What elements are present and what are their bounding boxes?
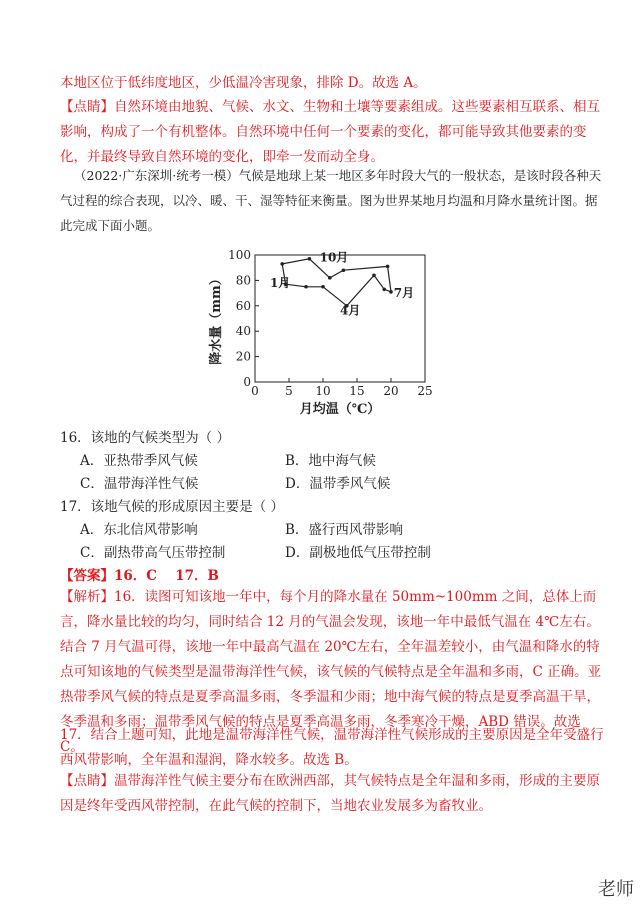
q16-stem: 16．该地的气候类型为（ ） — [60, 430, 230, 446]
q17-option-a[interactable]: A．东北信风带影响 — [80, 522, 198, 538]
question-stem: （2022·广东深圳·统考一模）气候是地球上某一地区多年时段大气的一般状态，是该时段各种天气过程的综合表现，以冷、暖、干、湿等特征来衡量。图为世界某地月均温和月降水量统计图。据此完成下面小题。 — [60, 168, 602, 233]
month-point-5 — [372, 274, 376, 278]
plot-frame — [255, 255, 425, 382]
y-tick-label-5: 100 — [228, 248, 251, 262]
analysis-17: 17．结合上题可知，此地是温带海洋性气候，温带海洋性气候形成的主要原因是全年受盛行西风带影响，全年温和湿润，降水较多。故选 B。 — [60, 727, 604, 768]
answer-text: 16．C 17．B — [114, 568, 219, 584]
intro-line: 本地区位于低纬度地区，少低温冷害现象，排除 D。故选 A。 — [60, 75, 427, 91]
y-axis-label: 降水量（mm） — [209, 272, 224, 365]
x-axis-label: 月均温（℃） — [299, 402, 381, 417]
month-point-7 — [389, 290, 393, 294]
chart-axes — [208, 248, 433, 417]
month-annotation-3: 10月 — [319, 250, 349, 265]
chart-marks — [270, 250, 414, 317]
answer-label: 【答案】 — [60, 568, 114, 584]
y-tick-label-0: 0 — [243, 375, 251, 389]
analysis-16: 【解析】16．读图可知该地一年中，每个月的降水量在 50mm~100mm 之间，总体上而言，降水量比较的均匀，同时结合 12 月的气温会发现，该地一年中最低气温在 4℃左右。结合 7 月气温可得，该地一年中最高气温在 20℃左右，全年温差较小，由气温和降水的特点可知该地的气候类型是温带海洋性气候，该气候的气候特点是全年温和多雨，C 正确。亚热带季风气候的特点是夏季高温多雨，冬季温和少雨；地中海气候的特点是夏季高温干旱，冬季温和多雨；温带季风气候的特点是夏季高温多雨，冬季寒冷干燥，ABD 错误。故选 C。 — [60, 589, 602, 755]
month-point-8 — [386, 265, 390, 269]
watermark: 老师 — [598, 879, 634, 900]
answer-line — [60, 566, 219, 586]
x-tick-label-3: 15 — [349, 384, 365, 398]
q17-option-d[interactable]: D．副极地低气压带控制 — [285, 545, 431, 561]
q17-option-b[interactable]: B．盛行西风带影响 — [285, 522, 403, 538]
month-point-11 — [308, 257, 312, 261]
tip-paragraph-1: 【点睛】自然环境由地貌、气候、水文、生物和土壤等要素组成。这些要素相互联系、相互影响，构成了一个有机整体。自然环境中任何一个要素的变化，都可能导致其他要素的变化，并最终导致自然环境的变化，即牵一发而动全身。 — [60, 99, 600, 165]
q16-option-d[interactable]: D．温带季风气候 — [285, 476, 391, 492]
y-tick-label-4: 80 — [235, 273, 251, 288]
q16-option-c[interactable]: C．温带海洋性气候 — [80, 476, 199, 492]
x-tick-label-0: 0 — [251, 384, 259, 398]
month-annotation-0: 1月 — [269, 275, 291, 290]
x-tick-label-4: 20 — [383, 384, 399, 398]
climate-loop-line — [282, 259, 391, 306]
y-tick-label-1: 20 — [235, 349, 251, 364]
month-point-2 — [304, 285, 308, 289]
q17-stem: 17．该地气候的形成原因主要是（ ） — [60, 499, 284, 515]
month-point-6 — [382, 287, 386, 291]
month-point-12 — [280, 262, 284, 266]
month-point-10 — [328, 276, 332, 280]
q16-option-b[interactable]: B．地中海气候 — [285, 453, 376, 469]
tip-paragraph-2: 【点睛】温带海洋性气候主要分布在欧洲西部，其气候特点是全年温和多雨，形成的主要原因是终年受西风带控制，在此气候的控制下，当地农业发展多为畜牧业。 — [60, 773, 600, 814]
climate-chart — [200, 240, 440, 420]
q17-option-c[interactable]: C．副热带高气压带控制 — [80, 545, 226, 561]
month-annotation-1: 4月 — [340, 303, 361, 318]
x-tick-label-5: 25 — [417, 384, 433, 398]
y-tick-label-2: 40 — [235, 324, 251, 339]
month-point-3 — [321, 285, 325, 289]
y-tick-label-3: 60 — [235, 298, 251, 313]
x-tick-label-1: 5 — [285, 384, 293, 398]
month-annotation-2: 7月 — [393, 285, 415, 300]
q16-option-a[interactable]: A．亚热带季风气候 — [80, 453, 198, 469]
month-point-9 — [342, 268, 346, 272]
x-tick-label-2: 10 — [315, 384, 331, 398]
